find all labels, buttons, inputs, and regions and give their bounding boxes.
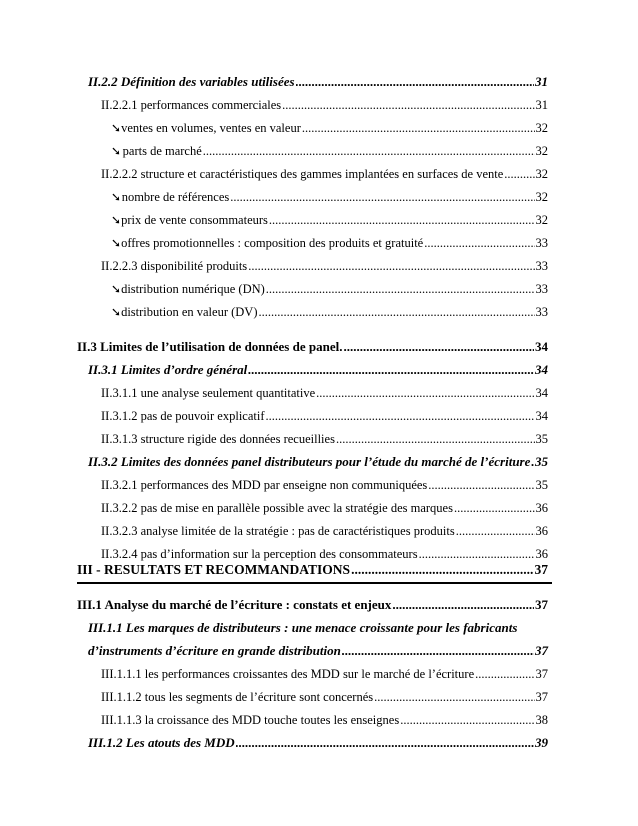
toc-page-number: 32	[535, 190, 548, 204]
toc-leader-dots	[266, 281, 535, 297]
toc-leader-dots	[428, 477, 534, 493]
toc-entry[interactable]	[111, 143, 548, 159]
toc-leader-dots	[400, 712, 534, 728]
arrow-down-right-icon: ➘	[111, 236, 122, 250]
toc-entry-label: III.1.1.3 la croissance des MDD touche toutes les enseignes	[101, 713, 400, 727]
toc-entry-label: II.3.2 Limites des données panel distributeurs pour l’étude du marché de l’écriture	[88, 454, 531, 469]
toc-entry[interactable]	[101, 523, 548, 539]
toc-entry-label[interactable]: III.1.1 Les marques de distributeurs : une menace croissante pour les fabricants	[88, 620, 518, 635]
toc-leader-dots	[336, 431, 535, 447]
toc-page-number: 37	[535, 643, 548, 658]
toc-entry[interactable]	[111, 120, 548, 136]
toc-page-number: 35	[535, 454, 548, 469]
toc-leader-dots	[424, 235, 534, 251]
toc-entry-label: III.1 Analyse du marché de l’écriture : constats et enjeux	[77, 597, 392, 612]
toc-page-number: 31	[535, 74, 548, 89]
toc-entry[interactable]	[101, 712, 548, 728]
toc-entry[interactable]	[101, 408, 548, 424]
toc-leader-dots	[419, 546, 535, 562]
toc-entry[interactable]	[101, 385, 548, 401]
toc-entry[interactable]	[77, 562, 548, 578]
toc-leader-dots	[316, 385, 534, 401]
toc-page-number: 39	[535, 735, 548, 750]
toc-entry-label: II.3.1.1 une analyse seulement quantitative	[101, 386, 316, 400]
toc-entry-label: III.1.2 Les atouts des MDD	[88, 735, 235, 750]
toc-leader-dots	[504, 166, 534, 182]
toc-entry-label: II.3.2.1 performances des MDD par enseigne non communiquées	[101, 478, 428, 492]
toc-page-number: 35	[535, 432, 548, 446]
arrow-down-right-icon: ➘	[111, 282, 122, 296]
toc-entry-label: II.2.2.1 performances commerciales	[101, 98, 282, 112]
toc-entry-label: prix de vente consommateurs	[121, 213, 268, 227]
toc-page-number: 37	[535, 597, 548, 612]
toc-page-number: 35	[535, 478, 548, 492]
toc-entry[interactable]	[101, 166, 548, 182]
toc-leader-dots	[236, 735, 534, 751]
toc-page-number: 32	[535, 213, 548, 227]
arrow-down-right-icon: ➘	[111, 144, 122, 158]
toc-entry-label: distribution numérique (DN)	[121, 282, 265, 296]
toc-leader-dots	[269, 212, 535, 228]
toc-leader-dots	[343, 339, 534, 355]
toc-entry[interactable]	[88, 362, 548, 378]
arrow-down-right-icon: ➘	[111, 190, 122, 204]
toc-entry[interactable]	[111, 281, 548, 297]
toc-entry-label: II.3.2.4 pas d’information sur la perception des consommateurs	[101, 547, 418, 561]
toc-leader-dots	[248, 362, 534, 378]
toc-entry-label: II.2.2.3 disponibilité produits	[101, 259, 248, 273]
toc-entry-label: III.1.1.2 tous les segments de l’écriture sont concernés	[101, 690, 374, 704]
toc-page-number: 38	[535, 713, 548, 727]
toc-entry-label: II.3.1 Limites d’ordre général	[88, 362, 248, 377]
toc-leader-dots	[296, 74, 534, 90]
toc-page-number: 31	[535, 98, 548, 112]
toc-entry[interactable]	[101, 431, 548, 447]
toc-entry[interactable]	[101, 500, 548, 516]
toc-entry[interactable]	[111, 235, 548, 251]
toc-entry[interactable]	[101, 666, 548, 682]
toc-entry[interactable]	[101, 546, 548, 562]
toc-entry[interactable]	[101, 97, 548, 113]
toc-leader-dots	[230, 189, 534, 205]
toc-page-number: 34	[535, 386, 548, 400]
toc-page-number: 36	[535, 547, 548, 561]
toc-leader-dots	[342, 643, 534, 659]
toc-page-number: 37	[535, 667, 548, 681]
toc-entry-label: II.2.2.2 structure et caractéristiques des gammes implantées en surfaces de vente	[101, 167, 504, 181]
toc-page-number: 32	[535, 121, 548, 135]
toc-leader-dots	[259, 304, 535, 320]
toc-page-number: 33	[535, 282, 548, 296]
toc-entry[interactable]	[88, 735, 548, 751]
toc-leader-dots	[266, 408, 535, 424]
toc-leader-dots	[302, 120, 535, 136]
toc-leader-dots	[374, 689, 534, 705]
toc-entry-label: II.3.2.3 analyse limitée de la stratégie : pas de caractéristiques produits	[101, 524, 455, 538]
toc-entry[interactable]	[88, 643, 548, 659]
toc-leader-dots	[531, 454, 534, 470]
toc-leader-dots	[475, 666, 534, 682]
toc-entry-label: II.2.2 Définition des variables utilisées	[88, 74, 295, 89]
toc-page-number: 33	[535, 259, 548, 273]
toc-entry-label: II.3.1.2 pas de pouvoir explicatif	[101, 409, 265, 423]
toc-page-number: 34	[535, 362, 548, 377]
toc-entry[interactable]	[111, 189, 548, 205]
toc-entry[interactable]	[101, 689, 548, 705]
toc-entry-label: ventes en volumes, ventes en valeur	[121, 121, 301, 135]
toc-entry-label: d’instruments d’écriture en grande distribution	[88, 643, 341, 658]
section-divider	[77, 582, 552, 584]
toc-entry[interactable]	[88, 74, 548, 90]
toc-entry-label: II.3.2.2 pas de mise en parallèle possible avec la stratégie des marques	[101, 501, 453, 515]
toc-entry-label: parts de marché	[122, 144, 202, 158]
toc-page-number: 34	[535, 339, 548, 354]
toc-entry[interactable]	[111, 212, 548, 228]
toc-entry-label: II.3 Limites de l’utilisation de données de panel.	[77, 339, 343, 354]
toc-page-number: 36	[535, 501, 548, 515]
toc-entry-label: III - RESULTATS ET RECOMMANDATIONS	[77, 562, 351, 577]
toc-entry-label: II.3.1.3 structure rigide des données recueillies	[101, 432, 335, 446]
toc-entry-label: offres promotionnelles : composition des produits et gratuité	[121, 236, 424, 250]
toc-entry[interactable]	[77, 339, 548, 355]
toc-leader-dots	[203, 143, 535, 159]
toc-page-number: 32	[535, 144, 548, 158]
toc-entry-label: III.1.1.1 les performances croissantes des MDD sur le marché de l’écriture	[101, 667, 475, 681]
toc-page-number: 33	[535, 305, 548, 319]
toc-entry-label: nombre de références	[121, 190, 230, 204]
toc-entry[interactable]	[111, 304, 548, 320]
toc-leader-dots	[392, 597, 534, 613]
toc-page-number: 37	[534, 562, 548, 577]
toc-page-number: 34	[535, 409, 548, 423]
toc-leader-dots	[248, 258, 534, 274]
toc-entry[interactable]	[101, 258, 548, 274]
toc-page-number: 32	[535, 167, 548, 181]
toc-entry[interactable]	[101, 477, 548, 493]
toc-entry[interactable]	[77, 597, 548, 613]
toc-leader-dots	[454, 500, 535, 516]
toc-page-number: 33	[535, 236, 548, 250]
toc-leader-dots	[282, 97, 534, 113]
toc-leader-dots	[456, 523, 535, 539]
toc-page-number: 37	[535, 690, 548, 704]
arrow-down-right-icon: ➘	[111, 213, 122, 227]
toc-entry-label: distribution en valeur (DV)	[121, 305, 258, 319]
toc-page-number: 36	[535, 524, 548, 538]
toc-entry[interactable]	[88, 454, 548, 470]
arrow-down-right-icon: ➘	[111, 121, 122, 135]
toc-leader-dots	[351, 562, 533, 578]
arrow-down-right-icon: ➘	[111, 305, 122, 319]
